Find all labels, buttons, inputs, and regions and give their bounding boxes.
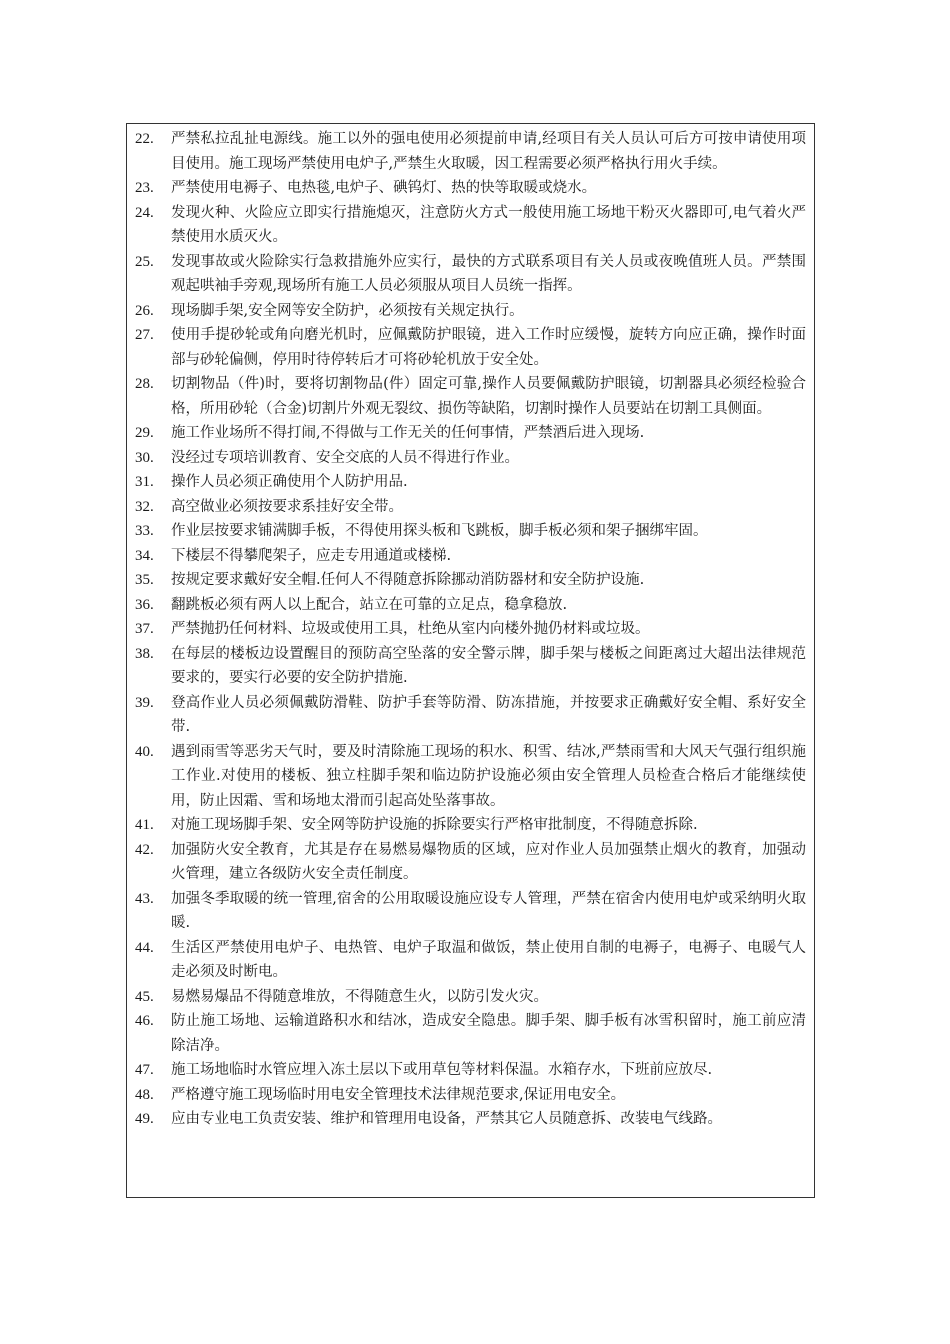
rule-text: 严禁私拉乱扯电源线。施工以外的强电使用必须提前申请,经项目有关人员认可后方可按申请使用项目使用。施工现场严禁使用电炉子,严禁生火取暖，因工程需要必须严格执行用火手续。	[171, 131, 806, 172]
rule-item	[127, 985, 814, 1010]
rule-item	[127, 838, 814, 887]
rule-item	[127, 740, 814, 814]
rule-text: 现场脚手架,安全网等安全防护，必须按有关规定执行。	[171, 302, 524, 319]
rule-number: 43.	[135, 890, 154, 907]
rule-item	[127, 1058, 814, 1083]
rule-text: 高空做业必须按要求系挂好安全带。	[171, 498, 403, 515]
rule-number: 27.	[135, 327, 154, 343]
rule-text: 防止施工场地、运输道路积水和结冰，造成安全隐患。脚手架、脚手板有冰雪积留时，施工前应清除洁净。	[171, 1013, 806, 1054]
rule-number: 24.	[135, 204, 154, 221]
rule-item	[127, 446, 814, 471]
rule-text: 严格遵守施工现场临时用电安全管理技术法律规范要求,保证用电安全。	[171, 1086, 626, 1103]
rule-number: 38.	[135, 645, 154, 662]
rule-text: 严禁抛扔任何材料、垃圾或使用工具，杜绝从室内向楼外抛仍材料或垃圾。	[171, 621, 650, 637]
rule-text: 翻跳板必须有两人以上配合，站立在可靠的立足点，稳拿稳放.	[171, 596, 568, 613]
rule-text: 遇到雨雪等恶劣天气时，要及时清除施工现场的积水、积雪、结冰,严禁雨雪和大风天气强行组织施工作业.对使用的楼板、独立柱脚手架和临边防护设施必须由安全管理人员检查合格后才能继续使用，防止因霜、雪和场地太滑而引起高处坠落事故。	[171, 743, 806, 809]
rule-number: 28.	[135, 376, 154, 392]
rule-text: 发现事故或火险除实行急救措施外应实行，最快的方式联系项目有关人员或夜晚值班人员。严禁围观起哄袖手旁观,现场所有施工人员必须服从项目人员统一指挥。	[171, 253, 806, 294]
rule-item	[127, 887, 814, 936]
rule-text: 下楼层不得攀爬架子，应走专用通道或楼梯.	[171, 547, 452, 564]
rule-text: 加强冬季取暖的统一管理,宿舍的公用取暖设施应设专人管理，严禁在宿舍内使用电炉或采纳明火取暖.	[171, 890, 806, 931]
rule-number: 46.	[135, 1013, 154, 1029]
rule-text: 没经过专项培训教育、安全交底的人员不得进行作业。	[171, 449, 519, 466]
rule-number: 23.	[135, 180, 154, 196]
rule-item	[127, 1009, 814, 1058]
rule-item	[127, 372, 814, 421]
rule-item	[127, 470, 814, 495]
rule-item	[127, 519, 814, 544]
rule-text: 对施工现场脚手架、安全网等防护设施的拆除要实行严格审批制度，不得随意拆除.	[171, 817, 698, 833]
rule-text: 在每层的楼板边设置醒目的预防高空坠落的安全警示牌，脚手架与楼板之间距离过大超出法律规范要求的，要实行必要的安全防护措施.	[171, 645, 806, 686]
rule-text: 切割物品（件)时，要将切割物品(件）固定可靠,操作人员要佩戴防护眼镜，切割器具必须经检验合格，所用砂轮（合金)切割片外观无裂纹、损伤等缺陷，切割时操作人员要站在切割工具侧面。	[171, 376, 806, 417]
rule-item	[127, 201, 814, 250]
rule-text: 生活区严禁使用电炉子、电热管、电炉子取温和做饭，禁止使用自制的电褥子，电褥子、电暖气人走必须及时断电。	[171, 939, 806, 980]
rule-item	[127, 813, 814, 838]
rule-item	[127, 642, 814, 691]
rule-number: 31.	[135, 474, 154, 490]
rule-text: 操作人员必须正确使用个人防护用品.	[171, 474, 408, 490]
rule-number: 30.	[135, 449, 154, 466]
rule-number: 36.	[135, 596, 154, 613]
rule-text: 施工作业场所不得打闹,不得做与工作无关的任何事情，严禁酒后进入现场.	[171, 425, 645, 441]
rule-item	[127, 936, 814, 985]
rule-text: 登高作业人员必须佩戴防滑鞋、防护手套等防滑、防冻措施，并按要求正确戴好安全帽、系好安全带.	[171, 694, 806, 735]
rule-item	[127, 299, 814, 324]
rule-item	[127, 495, 814, 520]
rule-number: 29.	[135, 425, 154, 441]
rule-number: 26.	[135, 302, 154, 319]
rule-number: 32.	[135, 498, 154, 515]
rule-text: 施工场地临时水管应埋入冻土层以下或用草包等材料保温。水箱存水，下班前应放尽.	[171, 1062, 713, 1078]
rule-item	[127, 323, 814, 372]
safety-rules-table	[126, 123, 815, 1198]
rule-item	[127, 691, 814, 740]
rule-number: 47.	[135, 1062, 154, 1078]
rule-item	[127, 1083, 814, 1108]
rule-item	[127, 127, 814, 176]
rule-number: 45.	[135, 988, 154, 1005]
rule-text: 易燃易爆品不得随意堆放，不得随意生火，以防引发火灾。	[171, 988, 548, 1005]
rule-number: 25.	[135, 253, 154, 270]
rule-text: 按规定要求戴好安全帽.任何人不得随意拆除挪动消防器材和安全防护设施.	[171, 572, 645, 588]
rule-number: 39.	[135, 694, 154, 711]
rule-item	[127, 617, 814, 642]
rule-item	[127, 544, 814, 569]
rule-number: 49.	[135, 1111, 154, 1127]
rule-text: 加强防火安全教育，尤其是存在易燃易爆物质的区域，应对作业人员加强禁止烟火的教育，加强动火管理，建立各级防火安全责任制度。	[171, 841, 806, 882]
rule-text: 严禁使用电褥子、电热毯,电炉子、碘钨灯、热的快等取暖或烧水。	[171, 180, 597, 196]
rule-number: 40.	[135, 743, 154, 760]
rule-number: 33.	[135, 523, 154, 539]
rule-number: 44.	[135, 939, 154, 956]
rule-text: 使用手提砂轮或角向磨光机时，应佩戴防护眼镜，进入工作时应缓慢，旋转方向应正确，操作时面部与砂轮偏侧，停用时待停转后才可将砂轮机放于安全处。	[171, 327, 806, 368]
rule-item	[127, 250, 814, 299]
rule-number: 22.	[135, 131, 154, 147]
rule-number: 37.	[135, 621, 154, 637]
rule-number: 48.	[135, 1086, 154, 1103]
rule-item	[127, 568, 814, 593]
rule-text: 作业层按要求铺满脚手板，不得使用探头板和飞跳板，脚手板必须和架子捆绑牢固。	[171, 523, 708, 539]
rule-text: 应由专业电工负责安装、维护和管理用电设备，严禁其它人员随意拆、改装电气线路。	[171, 1111, 722, 1127]
rule-number: 41.	[135, 817, 154, 833]
rule-number: 34.	[135, 547, 154, 564]
rule-item	[127, 1107, 814, 1132]
rule-item	[127, 421, 814, 446]
rule-number: 35.	[135, 572, 154, 588]
rule-item	[127, 176, 814, 201]
rule-item	[127, 593, 814, 618]
rule-text: 发现火种、火险应立即实行措施熄灭，注意防火方式一般使用施工场地干粉灭火器即可,电气着火严禁使用水质灭火。	[171, 204, 806, 245]
rule-number: 42.	[135, 841, 154, 858]
